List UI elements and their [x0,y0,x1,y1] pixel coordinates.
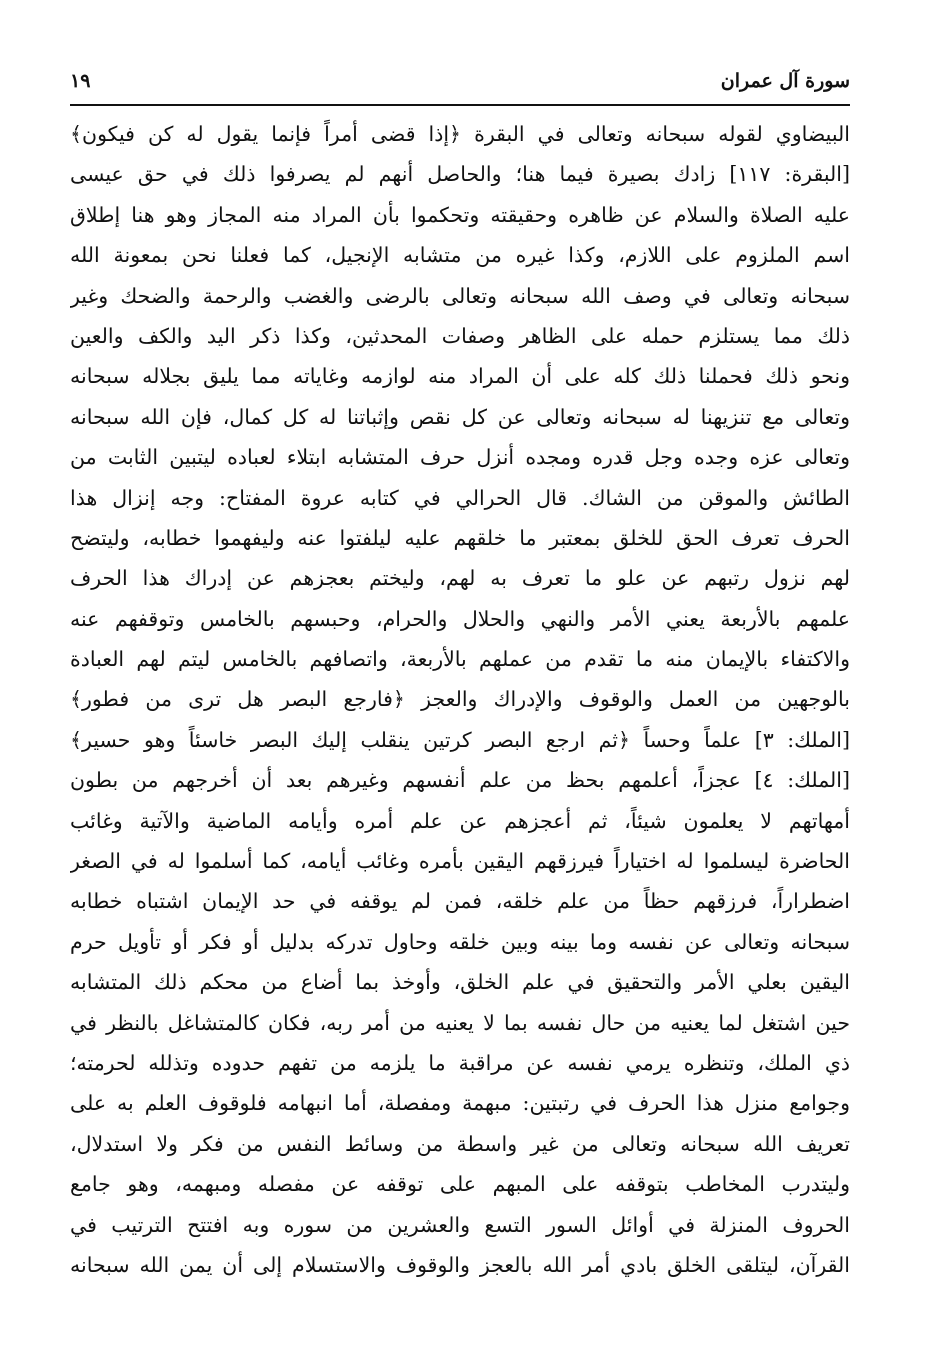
text-line: الحرف تعرف الحق للخلق بمعتبر ما خلقهم عليه ليلفتوا عنه وليفهموا خطابه، وليتضح [70,525,850,550]
text-line: [البقرة: ١١٧] زادك بصيرة فيما هنا؛ والحاصل أنهم لم يصرفوا ذلك في حق عيسى [70,162,850,187]
running-title: سورة آل عمران [720,70,850,92]
text-line: تعريف الله سبحانه وتعالى من غير واسطة من وسائط النفس من فكر ولا استدلال، [70,1131,850,1156]
text-line: ذي الملك، وتنظره يرمي نفسه عن مراقبة ما يلزمه من تفهم حدوده وتذلله لحرمته؛ [70,1050,850,1075]
body-text [70,114,850,1285]
text-line: الحاضرة ليسلموا له اختياراً فيرزقهم اليقين بأمره وغائب أيامه، كما أسلموا له في الصغر [70,849,850,874]
text-line: اليقين بعلي الأمر والتحقيق في علم الخلق، وأوخذ بما أضاع من محكم ذلك المتشابه [70,970,850,995]
text-line: وتعالى عزه وجده وجل قدره ومجده أنزل حرف المتشابه ابتلاء لعباده ليتبين الثابت من [70,445,850,470]
text-line: الطائش والموقن من الشاك. قال الحرالي في كتابه عروة المفتاح: وجه إنزال هذا [70,485,850,510]
text-line: الحروف المنزلة في أوائل السور التسع والعشرين من سوره وبه افتتح الترتيب في [70,1212,850,1237]
page-header [70,68,850,102]
text-line: اضطراراً، فرزقهم حظاً من علم خلقه، فمن لم يوقفه في حد الإيمان اشتباه خطابه [70,889,850,914]
text-line: اسم الملزوم على اللازم، وكذا غيره من متشابه الإنجيل، كما فعلنا نحن بمعونة الله [70,243,850,268]
text-line: البيضاوي لقوله سبحانه وتعالى في البقرة ﴿إذا قضى أمراً فإنما يقول له كن فيكون﴾ [70,122,850,146]
text-line: بالوجهين من العمل والوقوف والإدراك والعجز ﴿فارجع البصر هل ترى من فطور﴾ [70,687,850,712]
text-line: وليتدرب المخاطب بتوقفه على المبهم على توقفه عن مفصله ومبهمه، وهو جامع [70,1172,850,1197]
text-line: وتعالى مع تنزيهنا له سبحانه وتعالى عن كل نقص وإثباتنا له كل كمال، فإن الله سبحانه [70,404,850,429]
text-line: لهم نزول رتبهم عن علو ما تعرف به لهم، وليختم بعجزهم عن إدراك هذا الحرف [70,566,850,591]
text-line: والاكتفاء بالإيمان منه ما تقدم من عملهم بالأربعة، واتصافهم بالخامس ليتم لهم العبادة [70,647,850,672]
text-line: سبحانه وتعالى عن نفسه وما بينه وبين خلقه وحاول تدركه بدليل أو فكر أو تأويل حرم [70,929,850,954]
text-line: [الملك: ٤] عجزاً، أعلمهم بحظ من علم أنفسهم وغيرهم بعد أن أخرجهم من بطون [70,768,850,793]
page-number: ١٩ [70,70,91,92]
text-line: ونحو ذلك فحملنا ذلك كله على أن المراد منه لوازمه وغاياته مما يليق بجلاله سبحانه [70,364,850,389]
text-line: [الملك: ٣] علماً وحساً ﴿ثم ارجع البصر كرتين ينقلب إليك البصر خاسئاً وهو حسير﴾ [70,727,850,752]
text-line: سبحانه وتعالى في وصف الله سبحانه وتعالى بالرضى والغضب والرحمة والضحك وغير [70,283,850,308]
text-line: القرآن، ليتلقى الخلق بادي أمر الله بالعجز والوقوف والاستسلام إلى أن يمن الله سبحانه [70,1252,850,1277]
text-line: عليه الصلاة والسلام عن ظاهره وحقيقته وتحكموا بأن المراد منه المجاز وهو هنا إطلاق [70,202,850,227]
text-line: ذلك مما يستلزم حمله على الظاهر وصفات المحدثين، وكذا ذكر اليد والكف والعين [70,323,850,348]
header-rule [70,104,850,106]
text-line: علمهم بالأربعة يعني الأمر والنهي والحلال والحرام، وحبسهم بالخامس وتوقفهم عنه [70,606,850,631]
text-line: حين اشتغل لما يعنيه من حال نفسه بما لا يعنيه من أمر ربه، فكان كالمتشاغل بالنظر في [70,1010,850,1035]
text-line: أمهاتهم لا يعلمون شيئاً، ثم أعجزهم عن علم أمره وأيامه الماضية والآتية وغائب [70,808,850,833]
text-line: وجوامع منزل هذا الحرف في رتبتين: مبهمة ومفصلة، أما انبهامه فلوقوف العلم به على [70,1091,850,1116]
